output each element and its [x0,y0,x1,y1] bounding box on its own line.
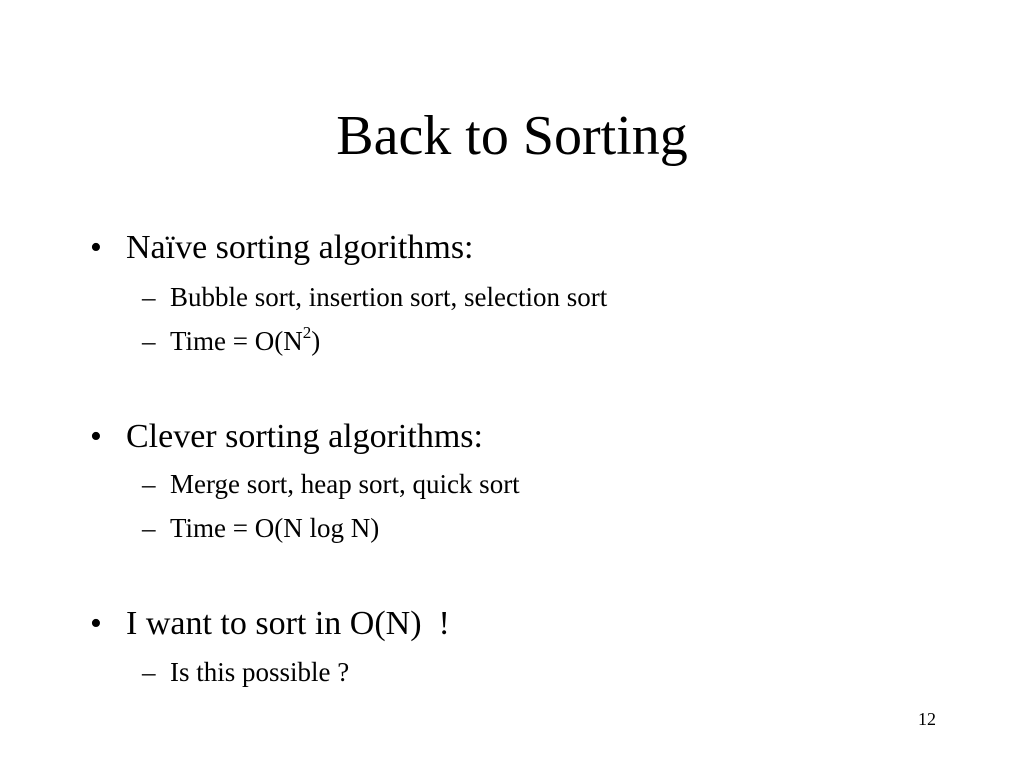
sub-bullet-possible [142,656,350,688]
sub-bullet-text-suffix: ) [311,326,321,356]
exponent: 2 [302,323,312,342]
sub-bullet-clever-examples [142,468,520,500]
sub-bullet-text: Time = O(N log N) [170,513,380,543]
bullet-text: I want to sort in O(N) ! [126,605,450,642]
bullet-clever-sorting [90,417,483,457]
sub-bullet-text: Time = O(N [170,326,303,356]
sub-bullet-naive-examples [142,281,608,313]
sub-bullet-naive-time [142,323,321,357]
sub-bullet-marker: – [142,513,156,543]
sub-bullet-text: Bubble sort, insertion sort, selection sort [170,282,608,312]
bullet-marker: • [90,418,102,455]
sub-bullet-marker: – [142,469,156,499]
sub-bullet-marker: – [142,326,156,356]
slide-title: Back to Sorting [336,105,688,167]
bullet-marker: • [90,229,102,266]
sub-bullet-text: Merge sort, heap sort, quick sort [170,469,520,499]
sub-bullet-marker: – [142,282,156,312]
page-number: 12 [918,709,936,729]
bullet-naive-sorting [90,228,474,268]
bullet-marker: • [90,605,102,642]
sub-bullet-marker: – [142,657,156,687]
bullet-text: Naïve sorting algorithms: [126,229,474,266]
bullet-text: Clever sorting algorithms: [126,418,483,455]
bullet-sort-linear [90,604,450,644]
sub-bullet-text: Is this possible ? [170,657,350,687]
sub-bullet-clever-time [142,512,380,544]
